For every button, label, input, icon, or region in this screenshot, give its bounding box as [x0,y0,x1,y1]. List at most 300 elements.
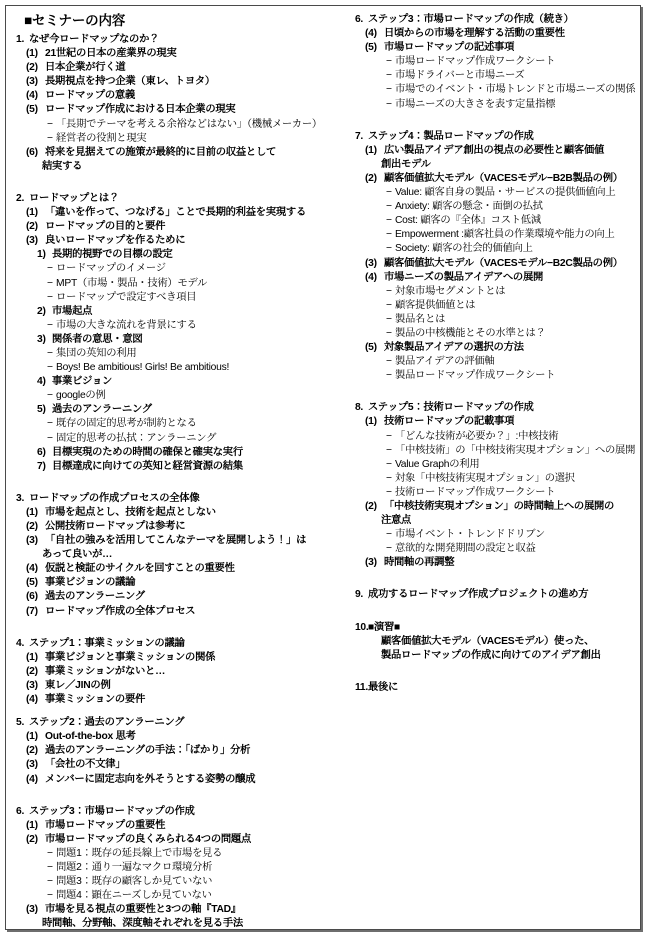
outline-item [355,200,636,214]
item-marker: 3. [16,492,25,504]
item-text: 製品の中核機能とその水準とは？ [394,327,546,339]
outline-item [355,158,636,172]
outline-item [16,460,335,474]
item-text: 製品アイデアの評価軸 [394,356,495,368]
outline-item [16,234,335,248]
item-text: 仮説と検証のサイクルを回すことの重要性 [45,563,235,575]
item-text: 市場でのイベント・市場トレンドと市場ニーズの関係 [394,84,636,96]
item-marker: − [385,285,392,297]
item-marker: (4) [26,773,38,785]
outline-item [16,506,335,520]
outline-item [355,257,636,271]
section-spacer [16,628,335,637]
outline-item [16,819,335,833]
item-text: ロードマップとは？ [29,192,120,204]
item-marker: (1) [26,207,38,219]
item-text: Cost: 顧客の『全体』コスト低減 [394,215,541,227]
item-marker: − [385,543,392,555]
item-text: 市場ロードマップの良くみられる4つの問題点 [45,833,252,845]
item-text: 製品ロードマップの作成に向けてのアイデア創出 [380,649,601,661]
item-marker: − [385,458,392,470]
outline-item [16,89,335,103]
outline-item [355,27,636,41]
outline-section [16,716,335,786]
item-marker: − [47,418,53,430]
item-marker: 11. [354,681,368,693]
outline-item [355,313,636,327]
item-marker: (2) [364,172,377,184]
item-marker: (3) [26,535,38,547]
item-text: 「どんな技術が必要か？」:中核技術 [394,430,559,442]
outline-item [355,83,636,97]
outline-item [16,361,335,375]
item-text: 良いロードマップを作るために [45,235,186,247]
outline-section [355,130,636,384]
item-text: 問題2：通り一遍なマクロ環境分析 [56,861,213,873]
item-text: Value: 顧客自身の製品・サービスの提供価値向上 [394,187,616,199]
outline-section [355,681,636,695]
outline-item [16,248,335,262]
outline-section-heading [355,401,636,415]
outline-item [16,730,335,744]
outline-list [16,192,335,474]
item-marker: (5) [26,104,38,116]
item-text: 対象「中核技術実現オプション」の選択 [394,472,575,484]
item-text: 過去のアンラーニング [45,591,145,603]
item-marker: (4) [26,563,38,575]
item-text: Out-of-the-box 思考 [45,731,136,743]
outline-item [355,242,636,256]
section-spacer [355,672,636,681]
item-text: 過去のアンラーニングの手法：「ばかり」分析 [45,745,251,757]
item-text: ロードマップの意義 [45,90,136,102]
item-marker: (1) [26,506,38,518]
item-text: Empowerment :顧客社員の作業環境や能力の向上 [394,229,615,241]
outline-item [16,47,335,61]
item-text: 問題1：既存の延長線上で市場を見る [56,847,223,859]
item-text: メンバーに固定志向を外そうとする姿勢の醸成 [45,773,256,785]
outline-item [16,132,335,146]
item-marker: − [47,347,53,359]
outline-section [355,13,636,112]
item-marker: (5) [364,42,377,54]
outline-item [16,861,335,875]
item-text: 顧客価値拡大モデル（VACESモデル−B2B製品の例） [383,172,623,184]
item-marker: − [385,486,392,498]
outline-item [355,542,636,556]
item-text: 問題4：顕在ニーズしか見ていない [56,890,212,902]
item-text: 市場ニーズの大きさを表す定量指標 [394,98,556,110]
outline-item [355,98,636,112]
outline-item [16,562,335,576]
section-spacer [16,483,335,492]
item-text: ステップ1：事業ミッションの議論 [29,637,185,649]
item-text: ステップ5：技術ロードマップの作成 [367,402,534,414]
outline-item [16,277,335,291]
outline-section [355,588,636,602]
item-text: 事業ミッションの要件 [45,694,146,706]
outline-item [355,172,636,186]
item-text: 顧客価値拡大モデル（VACESモデル−B2C製品の例） [383,257,623,269]
item-marker: − [385,430,392,442]
outline-item [16,446,335,460]
item-marker: 1. [16,34,25,45]
item-marker: 5. [16,717,25,729]
item-marker: − [385,299,392,311]
item-marker: − [47,277,53,289]
outline-section-heading [355,681,636,695]
outline-item [16,889,335,903]
item-text: 長期視点を持つ企業（東レ、トヨタ） [45,76,215,88]
section-spacer [16,183,335,192]
item-marker: (2) [26,521,38,532]
outline-item [16,773,335,787]
item-marker: − [47,390,53,402]
outline-section [16,33,335,174]
item-marker: − [47,861,53,873]
outline-item [16,417,335,431]
outline-section [355,401,636,570]
outline-item [355,55,636,69]
outline-item [16,520,335,534]
item-text: 市場を起点とし、技術を起点としない [45,506,216,518]
outline-item [355,299,636,313]
item-marker: − [385,84,392,96]
outline-item [16,403,335,417]
outline-item [355,271,636,285]
item-text: 「中核技術実現オプション」の時間軸上への展開の [383,501,615,512]
item-text: 顧客価値拡大モデル（VACESモデル）使った、 [380,635,595,647]
item-marker: − [385,98,392,110]
item-text: 広い製品アイデア創出の視点の必要性と顧客価値 [383,144,605,156]
item-text: ロードマップ作成の全体プロセス [45,605,196,617]
outline-item [16,291,335,305]
outline-section [16,805,335,930]
outline-item [16,833,335,847]
item-text: 東レ／JINの例 [45,679,111,691]
item-marker: 6. [16,805,25,817]
item-marker: (2) [26,745,38,757]
item-text: 市場ロードマップの重要性 [45,819,166,831]
outline-item [16,605,335,619]
item-marker: − [385,56,392,68]
outline-section [16,492,335,619]
outline-item [355,415,636,429]
outline-item [355,41,636,55]
item-text: ロードマップのイメージ [56,263,166,275]
item-marker: (1) [364,144,377,156]
item-marker: (3) [26,76,38,88]
section-spacer [355,612,636,621]
outline-item [355,514,636,528]
item-text: MPT（市場・製品・技術）モデル [56,277,208,289]
outline-item [16,917,335,930]
outline-list [355,588,636,602]
item-marker: 2. [16,192,25,204]
item-text: 既存の固定的思考が制約となる [56,418,197,430]
item-text: Boys! Be ambitious! Girls! Be ambitious! [56,362,230,374]
item-marker: 1) [37,249,46,261]
item-marker: (1) [26,651,38,663]
item-marker: 5) [37,404,46,416]
outline-list [16,33,335,174]
item-marker: − [385,529,392,541]
item-text: ロードマップの作成プロセスの全体像 [29,492,200,504]
outline-item [16,651,335,665]
section-spacer [355,392,636,401]
item-text: 意欲的な開発期間の設定と収益 [394,543,536,555]
item-marker: − [385,444,392,456]
item-text: ロードマップの目的と要件 [45,221,166,233]
outline-item [16,118,335,132]
item-text: ステップ3：市場ロードマップの作成（続き） [367,14,574,25]
item-text: 市場イベント・トレンドドリブン [394,529,545,541]
item-text: あって良いが… [42,549,113,561]
item-text: ステップ2：過去のアンラーニング [29,717,185,729]
item-text: 最後に [367,681,399,693]
item-text: 固定的思考の払拭：アンラーニング [56,432,217,444]
item-marker: (2) [26,833,38,845]
item-marker: (3) [26,679,38,691]
item-marker: (1) [26,819,38,831]
item-marker: (1) [26,48,38,60]
item-marker: − [385,472,392,484]
outline-item [355,458,636,472]
item-marker: 10. [354,621,369,633]
outline-item [355,327,636,341]
item-marker: 7) [37,460,46,472]
outline-section-heading [16,492,335,506]
left-outline-sections [16,33,335,930]
item-text: 時間軸、分野軸、深度軸それぞれを見る手法 [42,918,243,930]
outline-item [355,341,636,355]
item-marker: (4) [26,90,38,102]
outline-item [16,875,335,889]
outline-list [16,716,335,786]
item-text: Anxiety: 顧客の懸念・面倒の払拭 [394,201,543,213]
item-marker: − [385,243,392,255]
item-text: 市場ドライバーと市場ニーズ [394,70,525,82]
item-text: ステップ3：市場ロードマップの作成 [29,805,195,817]
outline-section-heading [16,716,335,730]
outline-list [16,805,335,930]
item-text: 公開技術ロードマップは参考に [45,521,186,532]
outline-item [16,61,335,75]
outline-list [355,130,636,384]
outline-item [16,432,335,446]
item-marker: (4) [26,694,38,706]
item-text: Value Graphの利用 [394,458,480,470]
outline-item [16,758,335,772]
item-marker: − [385,313,392,325]
item-marker: − [47,432,53,444]
item-marker: − [47,319,53,331]
two-column-layout [6,6,640,929]
outline-item [355,500,636,514]
outline-section [355,621,636,663]
item-text: 経営者の役割と現実 [56,132,147,144]
right-outline-sections [355,13,636,695]
outline-item [16,534,335,548]
section-spacer [16,796,335,805]
outline-section-heading [355,13,636,27]
outline-item [16,590,335,604]
item-text: 「会社の不文律」 [45,759,126,771]
item-marker: (5) [26,577,38,589]
item-marker: (7) [26,605,38,617]
outline-section-heading [16,805,335,819]
outline-item [355,285,636,299]
item-marker: − [385,327,392,339]
item-marker: − [385,356,392,368]
item-marker: (1) [26,731,38,743]
outline-section-heading [16,637,335,651]
item-marker: 4) [37,376,46,388]
item-marker: (6) [26,591,38,603]
item-marker: − [47,890,53,902]
outline-item [16,903,335,917]
outline-section [16,192,335,474]
item-text: 対象市場セグメントとは [394,285,506,297]
item-text: 問題3：既存の顧客しか見ていない [56,876,213,888]
item-marker: 6. [354,14,364,25]
item-marker: − [385,201,392,213]
item-text: 技術ロードマップ作成ワークシート [394,486,556,498]
outline-item [355,214,636,228]
item-text: 創出モデル [380,158,431,170]
item-marker: − [47,291,53,303]
item-marker: − [385,70,392,82]
item-marker: (2) [364,501,377,512]
outline-section-heading [16,33,335,47]
item-marker: − [385,187,392,199]
item-marker: − [47,847,53,859]
item-text: 「自社の強みを活用してこんなテーマを展開しよう！」は [45,535,307,547]
outline-item [16,319,335,333]
outline-list [355,13,636,112]
outline-section [16,637,335,707]
item-text: 関係者の意思・意図 [52,333,143,345]
item-marker: 9. [354,589,364,601]
outline-section-heading [16,192,335,206]
item-marker: (3) [364,257,377,269]
outline-item [16,262,335,276]
outline-list [355,401,636,570]
item-text: 時間軸の再調整 [383,557,455,569]
outline-item [16,333,335,347]
outline-item [355,144,636,158]
item-text: 市場ニーズの製品アイデアへの展開 [383,271,544,283]
item-marker: − [47,362,53,374]
item-marker: (3) [364,557,377,569]
outline-item [16,160,335,174]
item-text: 製品名とは [394,313,446,325]
item-text: 「長期でテーマを考える余裕などはない」（機械メーカー） [56,118,322,130]
outline-item [16,576,335,590]
item-text: 結実する [42,160,83,172]
item-marker: (3) [26,235,38,247]
item-marker: (1) [364,416,377,428]
item-text: 成功するロードマップ作成プロジェクトの進め方 [367,589,589,601]
outline-item [16,744,335,758]
item-marker: − [47,876,53,888]
item-marker: − [47,263,53,275]
item-text: 目標達成に向けての英知と経営資源の結集 [52,460,243,472]
section-spacer [355,121,636,130]
right-column [337,13,636,704]
item-marker: 7. [354,130,364,142]
outline-item [16,389,335,403]
item-marker: 2) [37,305,46,317]
outline-item [355,486,636,500]
outline-item [16,693,335,707]
outline-item [355,444,636,458]
item-text: googleの例 [56,390,106,402]
item-text: なぜ今ロードマップなのか？ [29,34,160,45]
item-text: 市場の大きな流れを背景にする [56,319,197,331]
item-marker: (4) [364,28,377,40]
outline-item [355,649,636,663]
item-text: 「中核技術」の「中核技術実現オプション」への展開 [394,444,636,456]
item-text: 事業ビジョン [52,376,113,388]
item-marker: − [47,132,53,144]
item-text: ロードマップで設定すべき項目 [56,291,197,303]
item-text: 技術ロードマップの記載事項 [383,416,515,428]
outline-list [16,637,335,707]
outline-list [16,492,335,619]
item-text: ステップ4：製品ロードマップの作成 [367,130,534,142]
outline-section-heading [355,588,636,602]
outline-item [16,548,335,562]
outline-item [355,369,636,383]
outline-item [16,206,335,220]
outline-item [355,69,636,83]
item-text: 「違いを作って、つなげる」ことで長期的利益を実現する [45,207,307,219]
item-marker: 8. [354,402,364,414]
item-marker: (4) [364,271,377,283]
item-marker: (2) [26,221,38,233]
item-text: ロードマップ作成における日本企業の現実 [45,104,236,116]
item-marker: − [385,215,392,227]
outline-item [16,679,335,693]
outline-item [355,635,636,649]
item-text: 21世紀の日本の産業界の現実 [45,48,177,60]
outline-item [16,75,335,89]
item-marker: − [47,118,53,130]
outline-item [16,375,335,389]
outline-item [355,355,636,369]
outline-list [355,681,636,695]
outline-item [16,305,335,319]
outline-item [16,347,335,361]
item-text: 日頃からの市場を理解する活動の重要性 [383,28,565,40]
item-text: 市場を見る視点の重要性と3つの軸『TAD』 [45,904,241,916]
item-text: 注意点 [380,515,412,527]
document-page [5,5,641,930]
item-marker: (2) [26,665,38,677]
item-text: 事業ミッションがないと… [45,665,166,677]
item-text: 市場起点 [52,305,93,317]
item-marker: 4. [16,637,25,649]
item-text: 市場ロードマップの記述事項 [383,42,515,54]
item-marker: (2) [26,62,38,74]
item-marker: − [385,229,392,241]
outline-item [16,847,335,861]
item-text: 事業ビジョンと事業ミッションの関係 [45,651,216,663]
item-text: 目標実現のための時間の確保と確実な実行 [52,446,243,458]
item-text: 将来を見据えての施策が最終的に目前の収益として [45,146,277,158]
left-column [16,13,337,930]
